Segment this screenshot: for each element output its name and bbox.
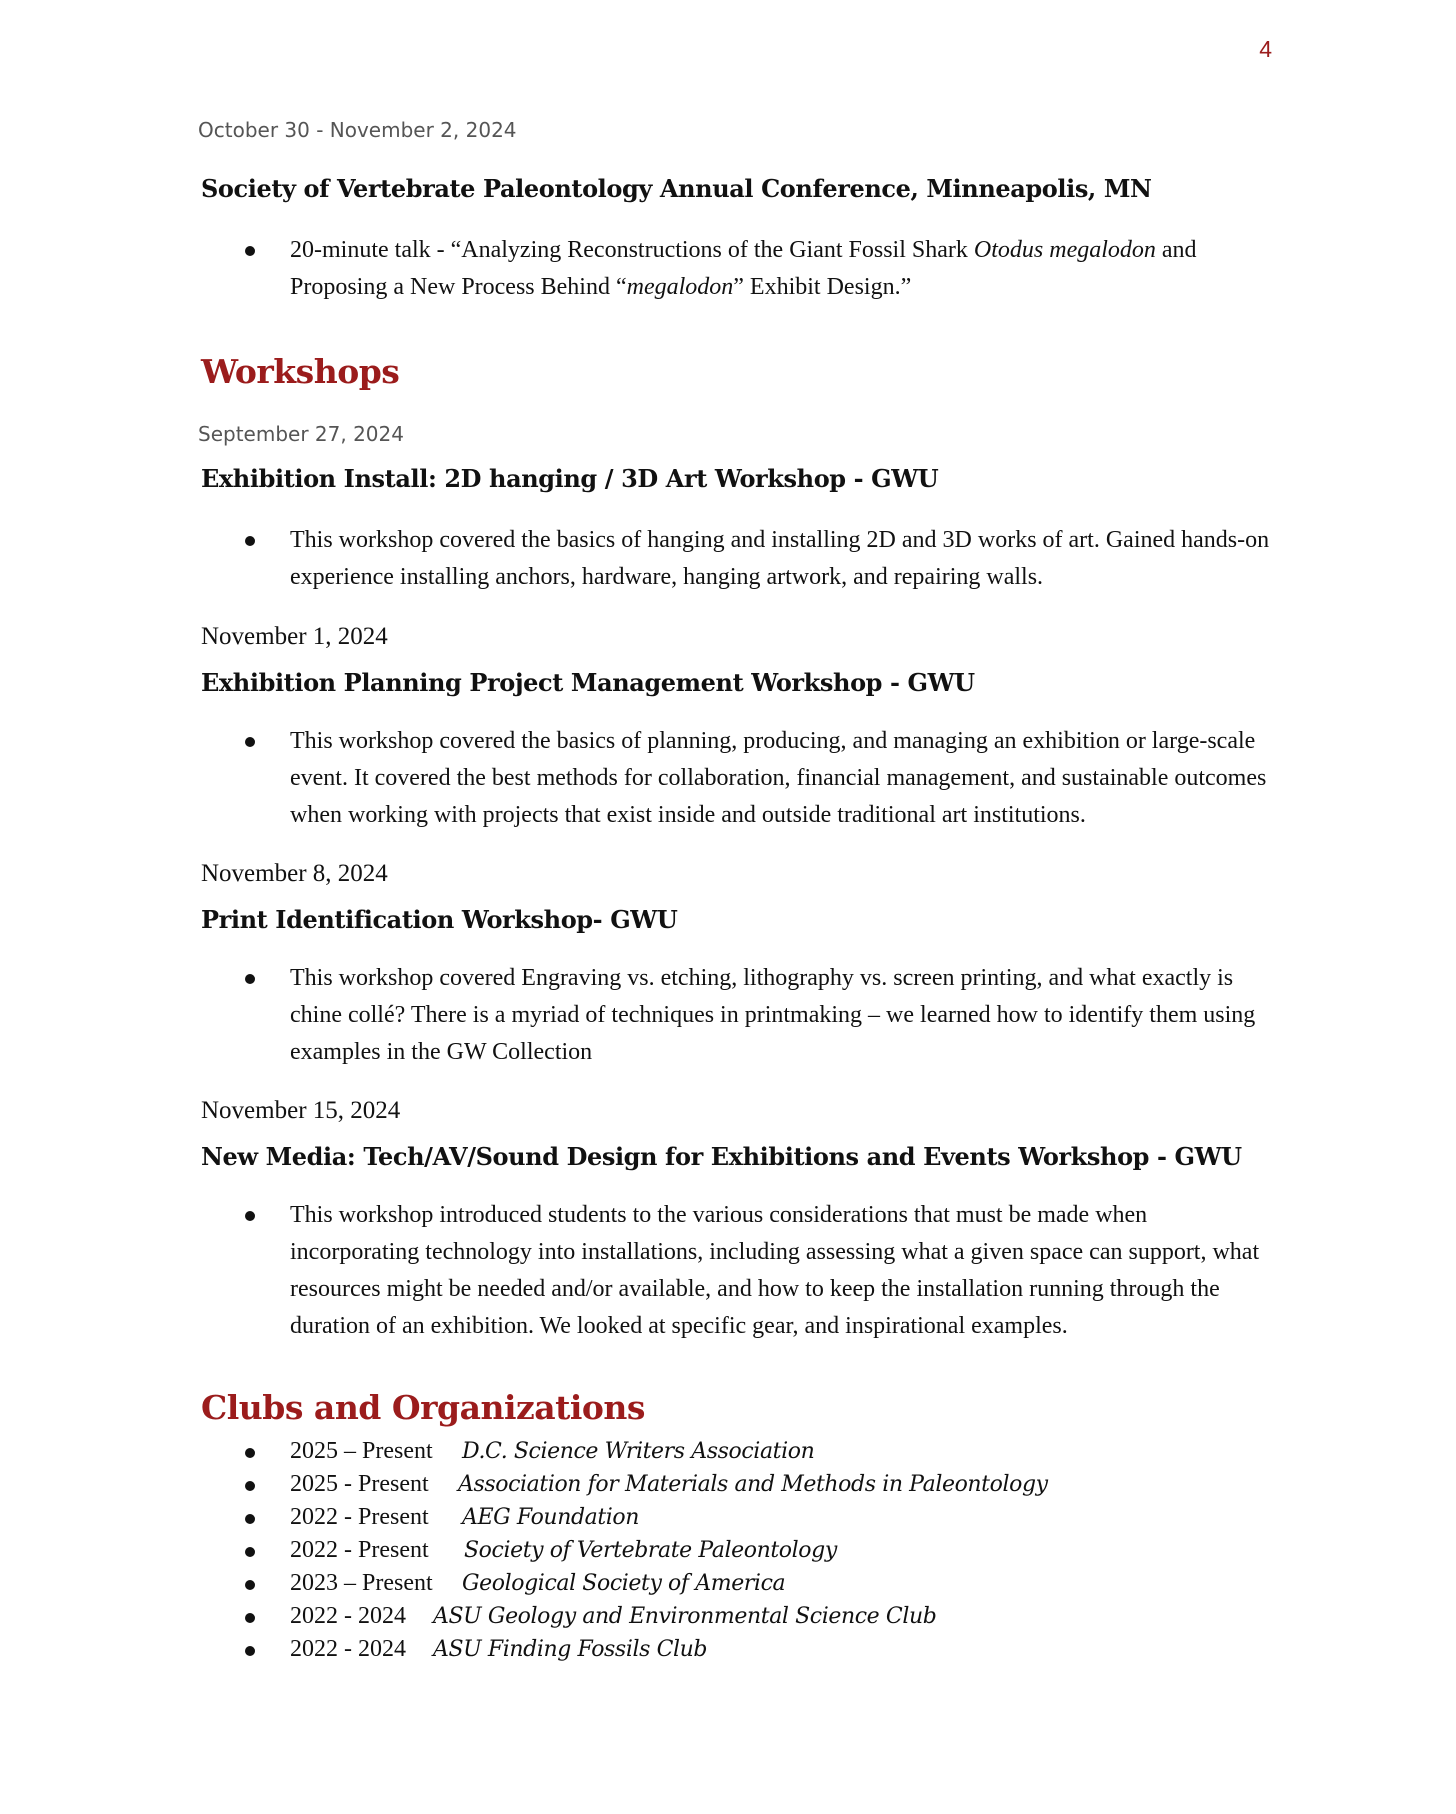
- workshop-title: Print Identification Workshop- GWU: [201, 905, 678, 934]
- bullet-icon: [245, 536, 255, 546]
- list-item: 2025 - Present Association for Materials and Methods in Paleontology: [201, 1468, 1281, 1501]
- workshop-title: New Media: Tech/AV/Sound Design for Exhibitions and Events Workshop - GWU: [201, 1142, 1242, 1171]
- conference-bullets: [201, 232, 1281, 306]
- workshop-title: Exhibition Install: 2D hanging / 3D Art Workshop - GWU: [201, 464, 939, 493]
- list-item: 2025 – Present D.C. Science Writers Association: [201, 1435, 1281, 1468]
- bullet-icon: [245, 1448, 255, 1458]
- bullet-icon: [245, 1481, 255, 1491]
- page-number: 4: [1259, 36, 1272, 62]
- list-item: 2023 – Present Geological Society of America: [201, 1567, 1281, 1600]
- workshop-date: November 8, 2024: [201, 860, 388, 887]
- list-item: 2022 - 2024 ASU Geology and Environmental Science Club: [201, 1600, 1281, 1633]
- list-item: 2022 - Present AEG Foundation: [201, 1501, 1281, 1534]
- workshop-bullets: [201, 960, 1281, 1071]
- list-item: 2022 - Present Society of Vertebrate Paleontology: [201, 1534, 1281, 1567]
- bullet-icon: [245, 1514, 255, 1524]
- conference-title: Society of Vertebrate Paleontology Annual Conference, Minneapolis, MN: [201, 174, 1152, 203]
- list-item: 2022 - 2024 ASU Finding Fossils Club: [201, 1633, 1281, 1666]
- clubs-heading: Clubs and Organizations: [201, 1388, 645, 1427]
- bullet-icon: [245, 1211, 255, 1221]
- list-item: This workshop covered the basics of hanging and installing 2D and 3D works of art. Gained hands-on experience installing anchors, hardware, hanging artwork, and repairing walls.: [201, 522, 1281, 596]
- workshop-date: November 15, 2024: [201, 1097, 401, 1124]
- bullet-icon: [245, 974, 255, 984]
- workshop-bullets: [201, 723, 1281, 834]
- list-item: This workshop introduced students to the various considerations that must be made when incorporating technology into installations, including assessing what a given space can support, what resources might be needed and/or available, and how to keep the installation running through the duration of an exhibition. We looked at specific gear, and inspirational examples.: [201, 1197, 1281, 1345]
- list-item: This workshop covered Engraving vs. etching, lithography vs. screen printing, and what exactly is chine collé? There is a myriad of techniques in printmaking – we learned how to identify them using examples in the GW Collection: [201, 960, 1281, 1071]
- bullet-icon: [245, 1613, 255, 1623]
- bullet-icon: [245, 737, 255, 747]
- workshops-heading: Workshops: [201, 352, 400, 391]
- workshop-title: Exhibition Planning Project Management Workshop - GWU: [201, 668, 975, 697]
- list-item: 20-minute talk - “Analyzing Reconstructions of the Giant Fossil Shark Otodus megalodon and Proposing a New Process Behind “megalodon” Exhibit Design.”: [201, 232, 1281, 306]
- workshop-date: November 1, 2024: [201, 623, 388, 650]
- bullet-icon: [245, 1580, 255, 1590]
- bullet-icon: [245, 1547, 255, 1557]
- bullet-icon: [245, 1646, 255, 1656]
- clubs-list: [201, 1435, 1281, 1666]
- list-item: This workshop covered the basics of planning, producing, and managing an exhibition or large-scale event. It covered the best methods for collaboration, financial management, and sustainable outcomes when working with projects that exist inside and outside traditional art institutions.: [201, 723, 1281, 834]
- conference-date: October 30 - November 2, 2024: [198, 118, 517, 142]
- workshop-bullets: [201, 1197, 1281, 1345]
- workshop-date: September 27, 2024: [198, 422, 404, 446]
- workshop-bullets: [201, 522, 1281, 596]
- bullet-icon: [245, 246, 255, 256]
